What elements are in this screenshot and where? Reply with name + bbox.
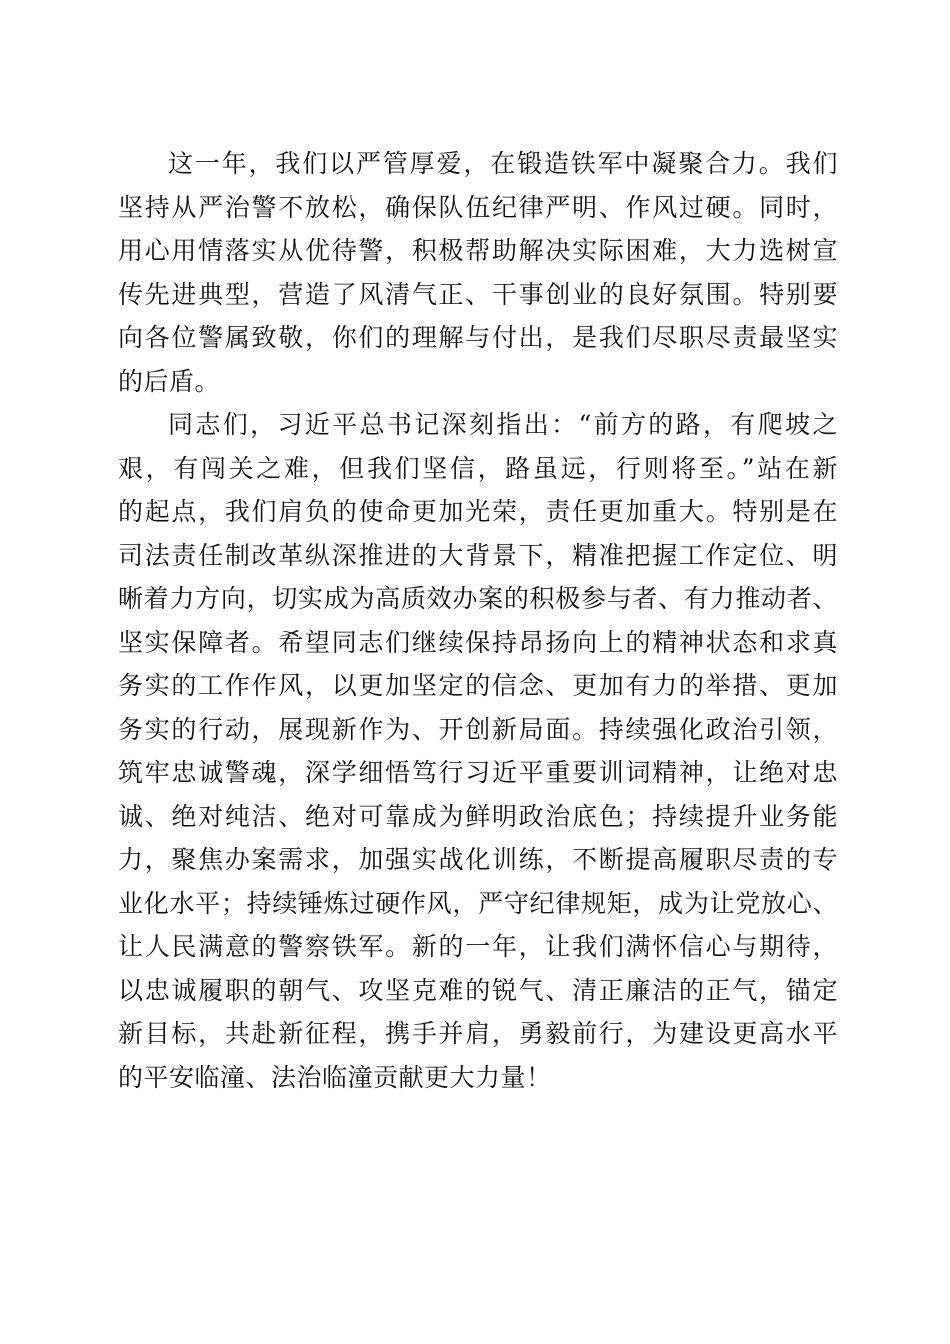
paragraph-2-line-1: 同志们，习近平总书记深刻指出：“前方的路，有爬坡之 [168,410,838,439]
paragraph-2-line-14: 以忠诚履职的朝气、攻坚克难的锐气、清正廉洁的正气，锚定 [118,975,838,1005]
paragraph-2-line-2: 艰，有闯关之难，但我们坚信，路虽远，行则将至。”站在新 [118,453,838,483]
paragraph-2-line-10: 诚、绝对纯洁、绝对可靠成为鲜明政治底色；持续提升业务能 [118,801,838,831]
paragraph-2-line-11: 力，聚焦办案需求，加强实战化训练，不断提高履职尽责的专 [118,845,838,874]
paragraph-2-line-6: 坚实保障者。希望同志们继续保持昂扬向上的精神状态和求真 [118,627,838,657]
paragraph-2-line-15: 新目标，共赴新征程，携手并肩，勇毅前行，为建设更高水平 [118,1019,838,1048]
paragraph-2-line-7: 务实的工作作风，以更加坚定的信念、更加有力的举措、更加 [118,671,838,700]
paragraph-2-line-5: 晰着力方向，切实成为高质效办案的积极参与者、有力推动者、 [118,584,838,613]
paragraph-2-line-13: 让人民满意的警察铁军。新的一年，让我们满怀信心与期待， [118,932,838,961]
paragraph-2-line-3: 的起点，我们肩负的使命更加光荣，责任更加重大。特别是在 [118,497,838,526]
paragraph-2-line-8: 务实的行动，展现新作为、开创新局面。持续强化政治引领， [118,714,838,744]
paragraph-1-line-2: 坚持从严治警不放松，确保队伍纪律严明、作风过硬。同时， [118,192,838,222]
paragraph-1-line-6: 的后盾。 [118,366,221,396]
paragraph-2-line-12: 业化水平；持续锤炼过硬作风，严守纪律规矩，成为让党放心、 [118,888,838,918]
paragraph-2-line-16: 的平安临潼、法治临潼贡献更大力量！ [118,1062,552,1092]
paragraph-1-line-4: 传先进典型，营造了风清气正、干事创业的良好氛围。特别要 [118,279,838,309]
paragraph-1-line-1: 这一年，我们以严管厚爱，在锻造铁军中凝聚合力。我们 [168,149,838,178]
paragraph-1-line-5: 向各位警属致敬，你们的理解与付出，是我们尽职尽责最坚实 [118,323,838,352]
paragraph-2-line-4: 司法责任制改革纵深推进的大背景下，精准把握工作定位、明 [118,540,838,570]
body-text [118,142,838,1099]
paragraph-2-line-9: 筑牢忠诚警魂，深学细悟笃行习近平重要训词精神，让绝对忠 [118,758,838,787]
paragraph-1-line-3: 用心用情落实从优待警，积极帮助解决实际困难，大力选树宣 [118,236,838,265]
